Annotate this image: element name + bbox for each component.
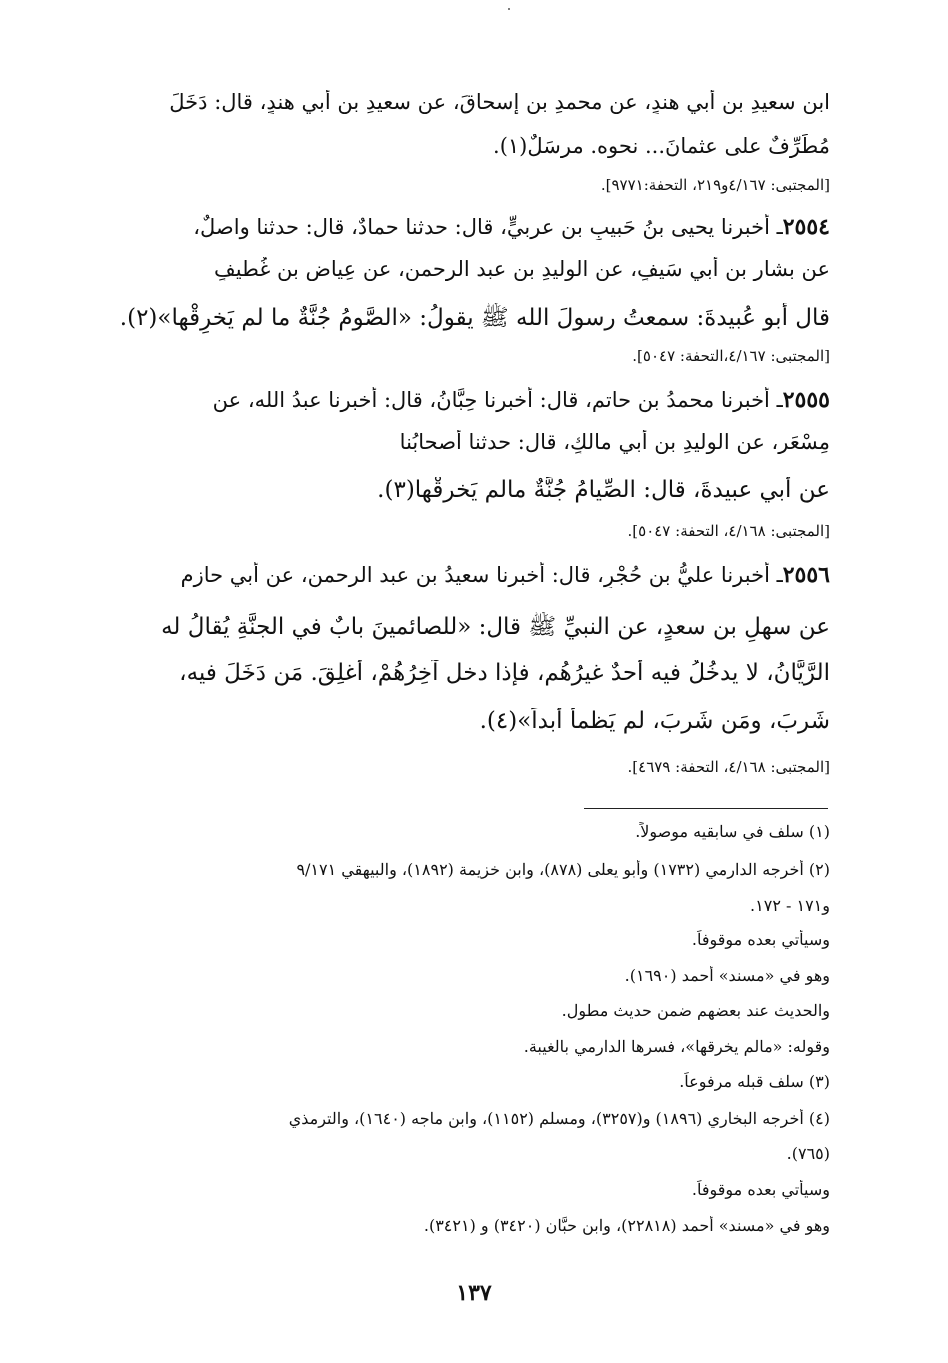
footnote-4-line-2: (٧٦٥). (786, 1144, 830, 1163)
footnote-4-line-1: (٤) أخرجه البخاري (١٨٩٦) و(٣٢٥٧)، ومسلم (١١٥٢)، وابن ماجه (١٦٤٠)، والترمذي (288, 1109, 830, 1128)
reference-4: [المجتبى: ٤/١٦٨، التحفة: ٤٦٧٩]. (627, 758, 830, 776)
hadith-2556-line-2: عن سهلِ بن سعدٍ، عن النبيِّ ﷺ قال: «للصائمينَ بابٌ في الجنَّةِ يُقالُ له (161, 614, 830, 640)
hadith-number-2556: ٢٥٥٦ (782, 562, 830, 588)
hadith-2554-line-1 (118, 214, 830, 240)
hadith-2556-line-1 (118, 562, 830, 588)
hadith-number-2554: ٢٥٥٤ (782, 214, 830, 240)
reference-2: [المجتبى: ٤/١٦٧،التحفة: ٥٠٤٧]. (632, 347, 830, 365)
text-line-1: ابن سعيدِ بن أبي هندٍ، عن محمدِ بن إسحاقَ، عن سعيدِ بن أبي هندٍ، قال: دَخَلَ (169, 90, 830, 114)
hadith-2554-line-2: عن بشارِ بن أبي سَيفٍ، عن الوليدِ بن عبد الرحمن، عن عِياضِ بن غُطيفٍ (214, 257, 830, 281)
hadith-2555-line-2: مِسْعَرٍ، عن الوليدِ بن أبي مالكٍ، قال: حدثنا أصحابُنا (399, 430, 830, 454)
reference-3: [المجتبى: ٤/١٦٨، التحفة: ٥٠٤٧]. (627, 522, 830, 540)
hadith-2554-text-a: ـ أخبرنا يحيى بنُ حَبيبِ بن عربيٍّ، قال: حدثنا حمادٌ، قال: حدثنا واصلٌ، (193, 215, 783, 239)
footnote-2-line-6: وقوله: «مالم يخرقها»، فسرها الدارمي بالغيبة. (523, 1037, 830, 1056)
page-number: ١٣٧ (456, 1280, 492, 1306)
hadith-2555-text-a: ـ أخبرنا محمدُ بن حاتمٍ، قال: أخبرنا حِبَّانُ، قال: أخبرنا عبدُ الله، عن (212, 388, 783, 412)
hadith-2555-line-3: عن أبي عبيدةَ، قال: الصِّيامُ جُنَّةٌ مالم يَخرِقْها(٣). (377, 477, 830, 503)
hadith-number-2555: ٢٥٥٥ (782, 387, 830, 413)
footnote-2-line-3: وسيأتي بعده موقوفاً. (691, 930, 830, 949)
footnote-4-line-4: وهو في «مسند» أحمد (٢٢٨١٨)، وابن حبَّان (٣٤٢٠) و (٣٤٢١). (423, 1216, 830, 1235)
footnote-1: (١) سلف في سابقيه موصولاً. (635, 822, 830, 841)
hadith-2556-text-a: ـ أخبرنا عليُّ بن حُجْرٍ، قال: أخبرنا سعيدُ بن عبد الرحمن، عن أبي حازمٍ (180, 563, 783, 587)
footnote-2-line-2: و١٧١ - ١٧٢. (750, 896, 830, 915)
footnote-separator (584, 808, 828, 809)
footnote-3: (٣) سلف قبله مرفوعاً. (679, 1072, 830, 1091)
text-line-2: مُطَرِّفٌ على عثمانَ... نحوه. مرسَلٌ(١). (493, 134, 830, 158)
footnote-4-line-3: وسيأتي بعده موقوفاً. (691, 1180, 830, 1199)
hadith-2555-line-1 (118, 387, 830, 413)
footnote-2-line-4: وهو في «مسند» أحمد (١٦٩٠). (624, 966, 830, 985)
hadith-2556-line-3: الرَّيَّانُ، لا يدخُلُ فيه أحدٌ غيرُهُم، فإذا دخل آخِرُهُمْ، أُغلِقَ. مَن دَخَلَ فيه، (179, 660, 830, 686)
footnote-2-line-1: (٢) أخرجه الدارمي (١٧٣٢) وأبو يعلى (٨٧٨)، وابن خزيمة (١٨٩٢)، والبيهقي ٩/١٧١ (296, 860, 830, 879)
reference-1: [المجتبى: ٤/١٦٧و٢١٩، التحفة:٩٧٧١]. (600, 176, 830, 194)
hadith-2554-line-3: قال أبو عُبيدةَ: سمعتُ رسولَ الله ﷺ يقولُ: «الصَّومُ جُنَّةٌ ما لم يَخرِقْها»(٢). (119, 305, 830, 331)
top-mark (508, 8, 510, 10)
hadith-2556-line-4: شَرِبَ، ومَن شَرِبَ، لم يَظمأْ أبداً»(٤). (479, 708, 830, 734)
footnote-2-line-5: والحديث عند بعضهم ضمن حديث مطول. (561, 1001, 830, 1020)
